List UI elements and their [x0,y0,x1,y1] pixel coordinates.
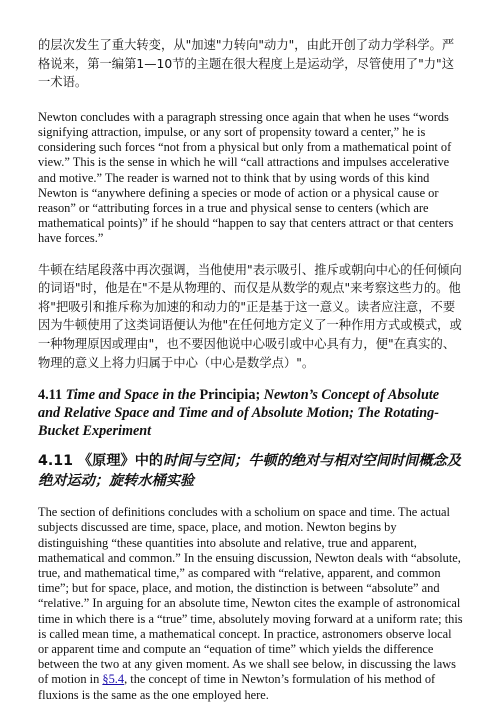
heading-number-zh: 4.11 [38,453,78,470]
heading-part-d: Newton’s Concept of Absolute and Relative Space and Time and of Absolute Motion; The Rotating-Bucket Experiment [38,387,440,440]
section-heading-chinese [38,451,464,491]
section-heading-english [38,386,464,440]
heading-separator: ; [255,387,264,404]
scholium-text-after: , the concept of time in Newton’s formulation of his method of fluxions is the same as the one employed here. [38,672,436,702]
heading-zh-part-a: 《原理》中的 [77,453,164,470]
heading-number: 4.11 [38,387,66,404]
document-page [38,36,464,703]
heading-part-a: Time and Space in the [65,387,200,404]
english-paragraph-scholium [38,505,464,703]
scholium-text-before: The section of definitions concludes with a scholium on space and time. The actual subjects discussed are time, space, place, and motion. Newton begins by distinguishing “these quantities into absolute and relative, true and apparent, mathematical and common.” In the ensuing discussion, Newton deals with “absolute, true, and mathematical time,” as compared with “relative, apparent, and common time”; but for space, place, and motion, the distinction is between “absolute” and “relative.” In arguing for an absolute time, Newton cites the example of astronomical time in which there is a “true” time, absolutely moving forward at a uniform rate; this is called mean time, a mathematical concept. In practice, astronomers observe local or apparent time and compute an “equation of time” which yields the difference between the two at any given moment. As we shall see below, in discussing the laws of motion in [38,505,463,687]
english-paragraph-newton-concludes: Newton concludes with a paragraph stressing once again that when he uses “words signifying attraction, impulse, or any sort of propensity toward a center,” he is considering such forces “not from a physical but only from a mathematical point of view.” This is the sense in which he will “call attractions and impulses accelerative and motive.” The reader is warned not to think that by using words of this kind Newton is “anywhere defining a species or mode of action or a physical cause or reason” or “attributing forces in a true and physical sense to centers (which are mathematical points)” if he should “happen to say that centers attract or that centers have forces.” [38,109,454,246]
chinese-paragraph-newton-concludes: 牛顿在结尾段落中再次强调，当他使用"表示吸引、推斥或朝向中心的任何倾向的词语"时，他是在"不是从物理的、而仅是从数学的观点"来考察这些力的。他将"把吸引和推斥称为加速的和动力的"正是基于这一意义。读者应注意，不要因为牛顿使用了这类词语便认为他"在任何地方定义了一种作用方式或模式，或一种物理原因或理由"，也不要因他说中心吸引或中心具有力，便"在真实的、物理的意义上将力归属于中心（中心是数学点）"。 [38,262,462,370]
chinese-paragraph-intro: 的层次发生了重大转变，从"加速"力转向"动力"，由此开创了动力学科学。严格说来，第一编第1—10节的主题在很大程度上是运动学，尽管使用了"力"这一术语。 [38,38,455,90]
section-link-5-4[interactable]: §5.4 [102,672,125,687]
heading-principia: Principia [199,387,256,404]
heading-zh-part-c: ；牛顿的绝对与相对空间时间概念及绝对运动；旋转水桶实验 [38,453,462,490]
heading-zh-part-b: 时间与空间 [163,453,235,470]
